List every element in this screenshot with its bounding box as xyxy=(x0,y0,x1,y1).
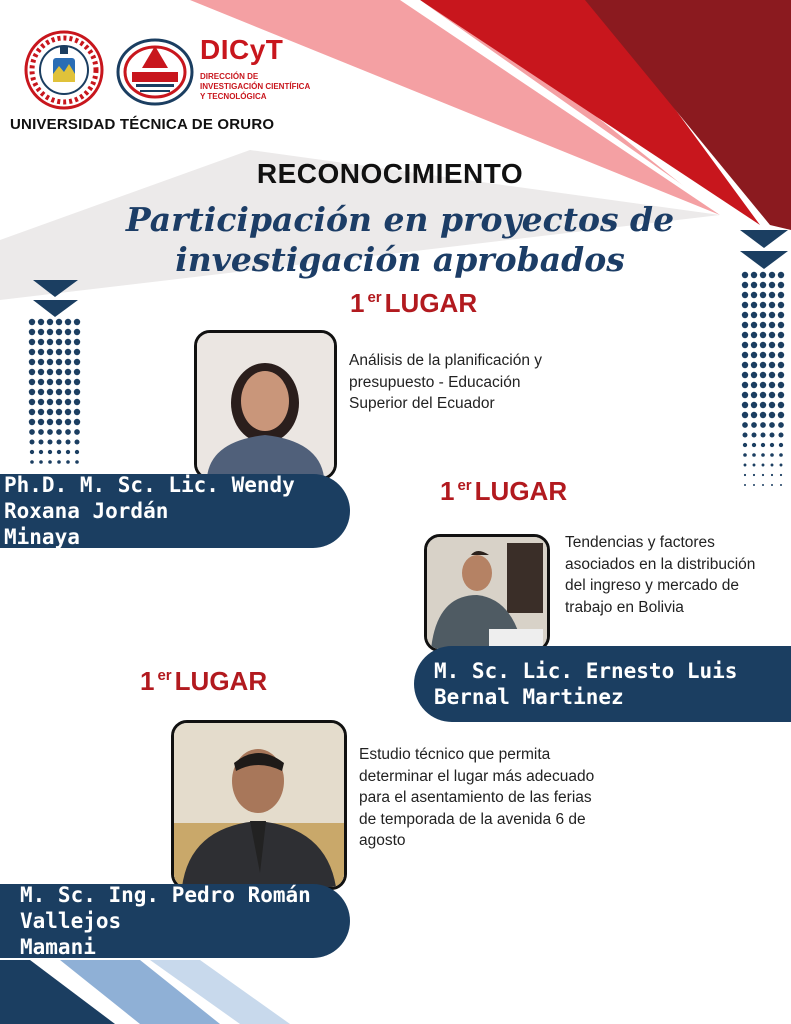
decorative-dot xyxy=(29,359,35,365)
decorative-dot xyxy=(742,302,748,308)
decorative-dot xyxy=(47,329,53,335)
decorative-dot xyxy=(57,440,62,445)
university-seal-icon xyxy=(24,30,104,110)
decorative-dot xyxy=(751,282,757,288)
decorative-dot xyxy=(751,332,757,338)
decorative-dot xyxy=(778,302,784,308)
place-label-2: 1 $^{er}$ LUGAR xyxy=(440,476,568,506)
decorative-dot xyxy=(742,392,748,398)
decorative-dot xyxy=(760,282,766,288)
place-label-1: 1 $^{er}$ LUGAR xyxy=(350,288,478,318)
decorative-dot xyxy=(56,419,62,425)
decorative-dot xyxy=(770,443,774,447)
decorative-dot xyxy=(38,359,44,365)
decorative-dot xyxy=(769,312,775,318)
decorative-dot xyxy=(38,409,44,415)
decorative-dot xyxy=(760,392,766,398)
decorative-dot xyxy=(65,329,71,335)
decorative-dot xyxy=(47,349,53,355)
decorative-dot xyxy=(769,382,775,388)
decorative-dot xyxy=(47,379,53,385)
project-description-1: Análisis de la planificación y presupuesto - Educación Superior del Ecuador xyxy=(349,352,542,412)
decorative-dot xyxy=(769,322,775,328)
decorative-dot xyxy=(74,399,80,405)
decorative-dot xyxy=(778,362,784,368)
decorative-dot xyxy=(47,319,53,325)
decorative-dot xyxy=(39,460,43,464)
decorative-dot xyxy=(56,379,62,385)
decorative-dot xyxy=(742,322,748,328)
decorative-dot xyxy=(760,412,766,418)
decorative-dot xyxy=(760,302,766,308)
decorative-dot xyxy=(74,379,80,385)
chevron-down-icon xyxy=(740,251,788,269)
decorative-dot xyxy=(74,349,80,355)
decorative-dot xyxy=(762,484,764,486)
decorative-dot xyxy=(30,440,35,445)
decorative-dot xyxy=(778,382,784,388)
decorative-dot xyxy=(38,349,44,355)
decorative-dot xyxy=(753,464,756,467)
decorative-dot xyxy=(761,453,765,457)
decorative-dot xyxy=(47,369,53,375)
decorative-dot xyxy=(778,402,784,408)
decorative-dot xyxy=(751,292,757,298)
decorative-dot xyxy=(56,429,62,435)
decorative-dot xyxy=(769,412,775,418)
winner-photo-2 xyxy=(424,534,550,652)
winner-name-banner-1 xyxy=(0,474,350,548)
decorative-dot xyxy=(30,460,34,464)
decorative-dot xyxy=(743,433,748,438)
decorative-dot xyxy=(38,419,44,425)
dot-pattern-left xyxy=(29,319,80,464)
decorative-dot xyxy=(778,322,784,328)
decorative-dot xyxy=(66,450,70,454)
decorative-dot xyxy=(760,272,766,278)
decorative-dot xyxy=(779,443,783,447)
dicyt-subtitle: DIRECCIÓN DE INVESTIGACIÓN CIENTÍFICA Y TECNOLÓGICA xyxy=(200,72,310,101)
winner-name-3-line-2: Mamani xyxy=(20,935,96,959)
decorative-dot xyxy=(760,312,766,318)
project-description-2: Tendencias y factores asociados en la distribución del ingreso y mercado de trabajo en Bolivia xyxy=(565,534,756,616)
decorative-dot xyxy=(761,433,766,438)
decorative-dot xyxy=(744,474,746,476)
decorative-dot xyxy=(47,409,53,415)
decorative-dot xyxy=(38,379,44,385)
decorative-dot xyxy=(744,464,747,467)
decorative-dot xyxy=(751,312,757,318)
decorative-dot xyxy=(65,379,71,385)
decorative-dot xyxy=(74,329,80,335)
decorative-dot xyxy=(56,329,62,335)
decorative-dot xyxy=(769,422,775,428)
decorative-dot xyxy=(769,292,775,298)
decorative-dot xyxy=(778,312,784,318)
decorative-dot xyxy=(778,422,784,428)
decorative-dot xyxy=(778,272,784,278)
decorative-dot xyxy=(751,362,757,368)
decorative-dot xyxy=(780,474,782,476)
decorative-dot xyxy=(769,372,775,378)
decorative-dot xyxy=(38,389,44,395)
dicyt-seal-icon xyxy=(116,38,194,106)
decorative-dot xyxy=(742,332,748,338)
decorative-dot xyxy=(38,329,44,335)
decorative-dot xyxy=(74,339,80,345)
decorative-dot xyxy=(65,319,71,325)
decorative-dot xyxy=(38,399,44,405)
university-name: UNIVERSIDAD TÉCNICA DE ORURO xyxy=(10,116,275,133)
decorative-dot xyxy=(29,349,35,355)
decorative-dot xyxy=(74,319,80,325)
decorative-dot xyxy=(38,339,44,345)
decorative-dot xyxy=(778,392,784,398)
decorative-dot xyxy=(75,460,79,464)
decorative-dot xyxy=(57,460,61,464)
decorative-dot xyxy=(778,292,784,298)
decorative-dot xyxy=(29,419,35,425)
decorative-dot xyxy=(769,332,775,338)
decorative-dot xyxy=(742,412,748,418)
decorative-dot xyxy=(56,339,62,345)
decorative-dot xyxy=(760,332,766,338)
decorative-dot xyxy=(779,433,784,438)
decorative-dot xyxy=(57,450,61,454)
decorative-dot xyxy=(753,484,755,486)
decorative-dot xyxy=(778,372,784,378)
decorative-dot xyxy=(29,369,35,375)
project-description-3: Estudio técnico que permita determinar el lugar más adecuado para el asentamiento de las ferias de temporada de la avenida 6 de agosto xyxy=(359,746,595,849)
decorative-dot xyxy=(752,433,757,438)
decorative-dot xyxy=(742,372,748,378)
dot-pattern-right xyxy=(742,272,784,486)
decorative-dot xyxy=(760,422,766,428)
decorative-dot xyxy=(38,429,44,435)
decorative-dot xyxy=(769,302,775,308)
decorative-dot xyxy=(47,339,53,345)
chevron-down-icon xyxy=(33,300,78,317)
winner-photo-3 xyxy=(171,720,347,890)
decorative-dot xyxy=(65,419,71,425)
decorative-dot xyxy=(771,464,774,467)
decorative-dot xyxy=(742,402,748,408)
decorative-dot xyxy=(742,282,748,288)
place-label-3: 1 $^{er}$ LUGAR xyxy=(140,666,268,696)
winner-name-banner-2 xyxy=(414,646,791,722)
decorative-dot xyxy=(65,339,71,345)
decorative-dot xyxy=(752,453,756,457)
decorative-dot xyxy=(742,342,748,348)
decorative-dot xyxy=(751,352,757,358)
decorative-dot xyxy=(56,409,62,415)
decorative-dot xyxy=(38,369,44,375)
decorative-dot xyxy=(771,474,773,476)
decorative-dot xyxy=(30,450,34,454)
decorative-dot xyxy=(770,453,774,457)
decorative-dot xyxy=(780,464,783,467)
decorative-dot xyxy=(47,419,53,425)
decorative-dot xyxy=(762,464,765,467)
decorative-dot xyxy=(742,292,748,298)
decorative-dot xyxy=(74,429,80,435)
decorative-dot xyxy=(742,422,748,428)
decorative-dot xyxy=(75,440,80,445)
decorative-dot xyxy=(760,352,766,358)
decorative-dot xyxy=(771,484,773,486)
decorative-dot xyxy=(65,409,71,415)
decorative-dot xyxy=(769,402,775,408)
decorative-dot xyxy=(29,319,35,325)
decorative-dot xyxy=(778,412,784,418)
decorative-dot xyxy=(761,443,765,447)
decorative-dot xyxy=(47,429,53,435)
decorative-dot xyxy=(65,359,71,365)
winner-name-2-line-1: M. Sc. Lic. Ernesto Luis Bernal Martinez xyxy=(434,659,738,709)
decorative-dot xyxy=(742,382,748,388)
decorative-dot xyxy=(39,450,43,454)
decorative-dot xyxy=(769,362,775,368)
decorative-dot xyxy=(751,422,757,428)
decorative-dot xyxy=(29,389,35,395)
decorative-dot xyxy=(56,359,62,365)
decorative-dot xyxy=(751,342,757,348)
decorative-dot xyxy=(760,382,766,388)
decorative-dot xyxy=(752,443,756,447)
decorative-dot xyxy=(74,389,80,395)
decorative-dot xyxy=(751,302,757,308)
decorative-dot xyxy=(743,443,747,447)
decorative-dot xyxy=(744,484,746,486)
decorative-dot xyxy=(779,453,783,457)
decorative-dot xyxy=(751,402,757,408)
decorative-dot xyxy=(751,272,757,278)
page-heading: RECONOCIMIENTO xyxy=(256,158,524,189)
decorative-dot xyxy=(56,369,62,375)
decorative-dot xyxy=(769,392,775,398)
chevron-down-icon xyxy=(740,230,788,248)
decorative-dot xyxy=(65,369,71,375)
subtitle-line-1: Participación en proyectos de xyxy=(125,200,675,239)
decorative-dot xyxy=(29,429,35,435)
decorative-dot xyxy=(778,282,784,288)
decorative-dot xyxy=(56,319,62,325)
decorative-dot xyxy=(56,389,62,395)
decorative-dot xyxy=(47,389,53,395)
decorative-dot xyxy=(760,372,766,378)
decorative-dot xyxy=(778,342,784,348)
decorative-dot xyxy=(751,412,757,418)
decorative-dot xyxy=(778,332,784,338)
decorative-dot xyxy=(769,272,775,278)
decorative-dot xyxy=(56,349,62,355)
decorative-dot xyxy=(751,382,757,388)
subtitle-line-2: investigación aprobados xyxy=(175,240,625,279)
decorative-dot xyxy=(753,474,755,476)
winner-name-banner-3 xyxy=(0,884,350,958)
decorative-dot xyxy=(74,369,80,375)
decorative-dot xyxy=(56,399,62,405)
dicyt-title: DICyT xyxy=(200,34,284,65)
decorative-dot xyxy=(751,372,757,378)
decorative-dot xyxy=(780,484,782,486)
decorative-dot xyxy=(762,474,764,476)
decorative-dot xyxy=(48,450,52,454)
winner-name-1-line-1: Ph.D. M. Sc. Lic. Wendy Roxana Jordán xyxy=(4,473,295,523)
decorative-dot xyxy=(760,362,766,368)
decorative-dot xyxy=(39,440,44,445)
decorative-dot xyxy=(29,399,35,405)
decorative-dot xyxy=(760,322,766,328)
decorative-dot xyxy=(769,342,775,348)
decorative-dot xyxy=(769,352,775,358)
decorative-dot xyxy=(74,409,80,415)
page-subtitle xyxy=(110,200,690,280)
decorative-dot xyxy=(74,419,80,425)
decorative-dot xyxy=(742,312,748,318)
winner-photo-1 xyxy=(194,330,337,480)
decorative-dot xyxy=(742,362,748,368)
decorative-dot xyxy=(778,352,784,358)
decorative-dot xyxy=(742,352,748,358)
decorative-dot xyxy=(66,440,71,445)
winner-name-3-line-1: M. Sc. Ing. Pedro Román Vallejos xyxy=(20,883,311,933)
decorative-dot xyxy=(760,402,766,408)
decorative-dot xyxy=(29,339,35,345)
decorative-dot xyxy=(48,440,53,445)
winner-name-1-line-2: Minaya xyxy=(4,525,80,549)
decorative-dot xyxy=(29,379,35,385)
decorative-dot xyxy=(47,359,53,365)
decorative-dot xyxy=(29,409,35,415)
decorative-dot xyxy=(29,329,35,335)
decorative-dot xyxy=(38,319,44,325)
decorative-dot xyxy=(65,389,71,395)
decorative-dot xyxy=(751,392,757,398)
decorative-dot xyxy=(65,349,71,355)
decorative-dot xyxy=(65,399,71,405)
decorative-dot xyxy=(751,322,757,328)
decorative-dot xyxy=(75,450,79,454)
decorative-dot xyxy=(65,429,71,435)
decorative-dot xyxy=(47,399,53,405)
decorative-dot xyxy=(760,292,766,298)
decorative-dot xyxy=(770,433,775,438)
decorative-dot xyxy=(760,342,766,348)
decorative-dot xyxy=(74,359,80,365)
decorative-dot xyxy=(769,282,775,288)
decorative-dot xyxy=(742,272,748,278)
decorative-dot xyxy=(743,453,747,457)
decorative-dot xyxy=(48,460,52,464)
decorative-dot xyxy=(66,460,70,464)
